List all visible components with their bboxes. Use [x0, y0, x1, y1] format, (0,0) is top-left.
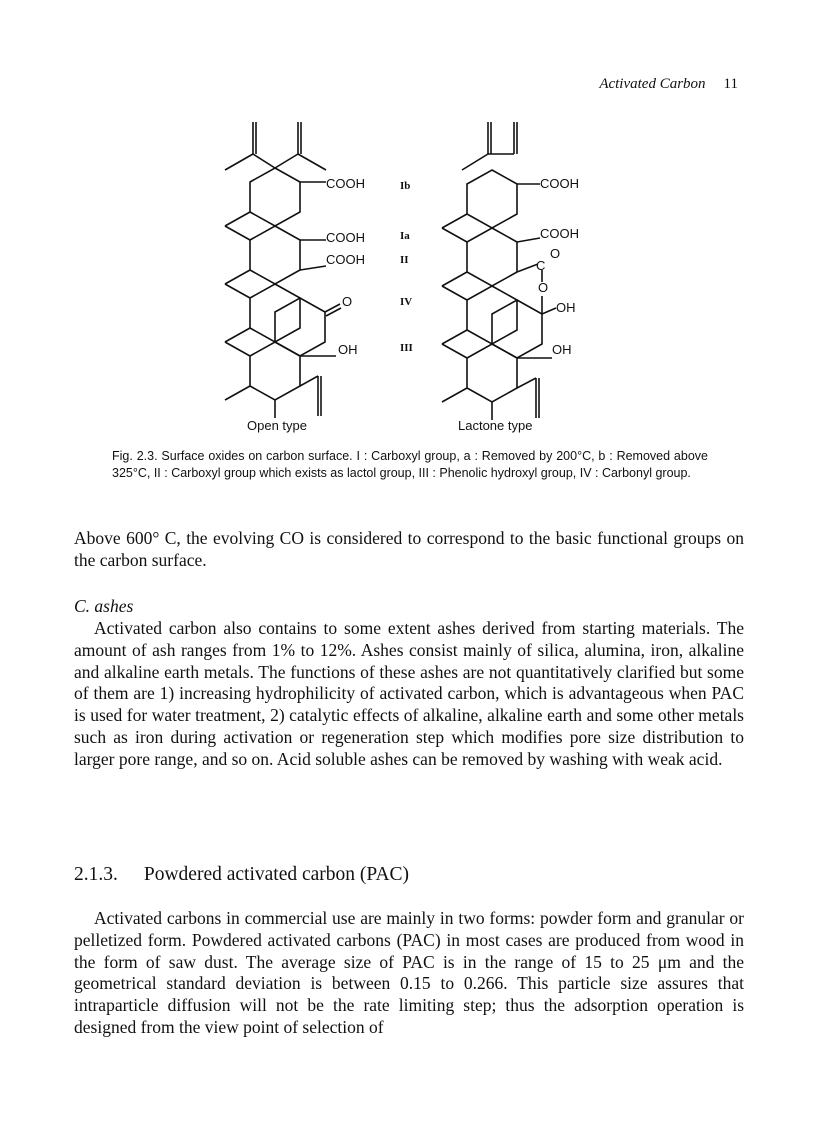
lactone-cooh-label-2: COOH	[540, 226, 579, 241]
roman-label-iv: IV	[400, 296, 413, 308]
section-heading	[74, 864, 409, 886]
lactone-type-caption: Lactone type	[458, 418, 533, 433]
lactone-oh-label-1: OH	[556, 300, 576, 315]
section-number: 2.1.3.	[74, 864, 118, 885]
open-cooh-label-3: COOH	[326, 252, 365, 267]
open-cooh-label-2: COOH	[326, 230, 365, 245]
subsection-heading-ashes: C. ashes	[74, 596, 134, 616]
lactone-oh-label-2: OH	[552, 342, 572, 357]
running-title: Activated Carbon	[599, 76, 706, 92]
lactone-cooh-label-1: COOH	[540, 176, 579, 191]
paragraph-pac: Activated carbons in commercial use are mainly in two forms: powder form and granular or pelletized form. Powdered activated carbons (PAC) in most cases are produced from wood in the form of saw dust. The average size of PAC is in the range of 15 to 25 μm and the geometrical standard deviation is between 0.15 to 0.266. This particle size assures that intraparticle diffusion will not be the rate limiting step; thus the adsorption operation is designed from the view point of selection of	[74, 908, 744, 1037]
lactone-c-label: C	[536, 258, 546, 273]
page-number: 11	[723, 76, 738, 92]
figure-caption: Fig. 2.3. Surface oxides on carbon surface. I : Carboxyl group, a : Removed by 200°C, b : Removed above 325°C, II : Carboxyl group which exists as lactol group, III : Phenolic hydroxyl group, IV : Carbonyl group.	[112, 449, 708, 480]
lactone-carbonyl-o-label: O	[550, 246, 561, 261]
open-cooh-label-1: COOH	[326, 176, 365, 191]
roman-label-ia: Ia	[400, 230, 410, 242]
paragraph-co-evolution: Above 600° C, the evolving CO is considered to correspond to the basic functional groups on the carbon surface.	[74, 528, 744, 570]
figure-2-3	[0, 100, 816, 440]
open-oh-label: OH	[338, 342, 358, 357]
open-o-label: O	[342, 294, 353, 309]
roman-label-ib: Ib	[400, 180, 411, 192]
section-title: Powdered activated carbon (PAC)	[143, 864, 410, 885]
running-header	[599, 76, 738, 93]
open-type-caption: Open type	[247, 418, 307, 433]
paragraph-ashes: Activated carbon also contains to some extent ashes derived from starting materials. The amount of ash ranges from 1% to 12%. Ashes consist mainly of silica, alumina, iron, alkaline and alkaline earth metals. The functions of these ashes are not quantitatively clarified but some of them are 1) increasing hydrophilicity of activated carbon, which is advantageous when PAC is used for water treatment, 2) catalytic effects of alkaline, alkaline earth and some other metals such as iron during activation or regeneration step which modifies pore size distribution to larger pore range, and so on. Acid soluble ashes can be removed by washing with weak acid.	[74, 618, 744, 769]
roman-label-iii: III	[400, 342, 413, 354]
surface-oxides-diagram	[0, 100, 816, 440]
lactone-ring-o-label: O	[538, 280, 549, 295]
roman-label-ii: II	[400, 254, 409, 266]
